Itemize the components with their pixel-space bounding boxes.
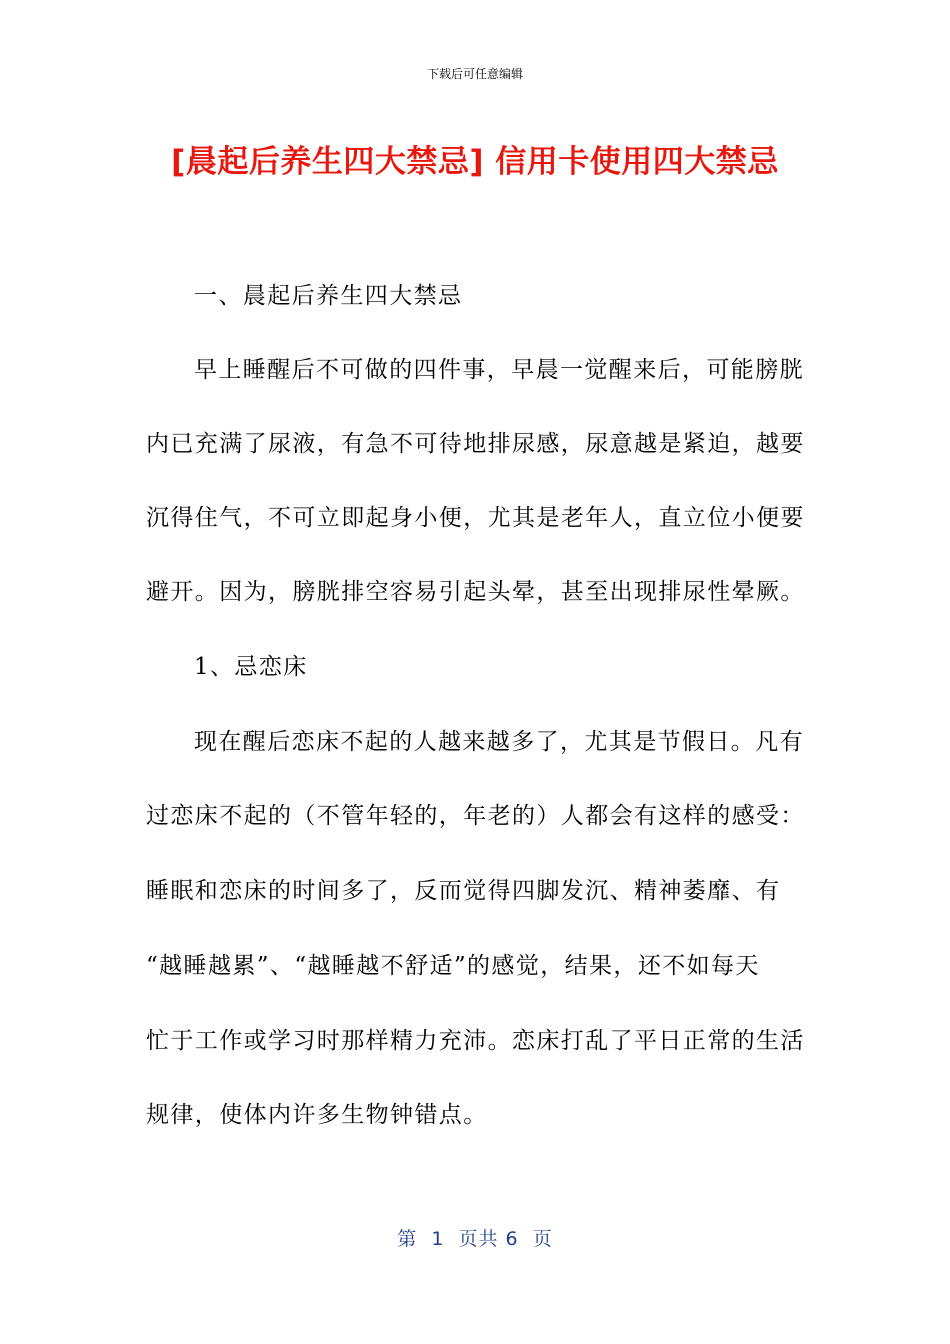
- paragraph-line: 避开。因为，膀胱排空容易引起头晕，甚至出现排尿性晕厥。: [146, 579, 805, 605]
- paragraph-line: 睡眠和恋床的时间多了，反而觉得四脚发沉、精神萎靡、有: [146, 878, 781, 904]
- paragraph-line: 内已充满了尿液，有急不可待地排尿感，尿意越是紧迫，越要: [146, 431, 805, 457]
- paragraph-line: “越睡越累”、“越睡越不舒适”的感觉，结果，还不如每天: [146, 953, 760, 979]
- paragraph-line: 规律，使体内许多生物钟错点。: [146, 1102, 488, 1128]
- section-heading: 一、晨起后养生四大禁忌: [194, 283, 463, 309]
- paragraph-line: 过恋床不起的（不管年轻的，年老的）人都会有这样的感受：: [146, 803, 805, 829]
- paragraph-line: 忙于工作或学习时那样精力充沛。恋床打乱了平日正常的生活: [146, 1028, 805, 1054]
- paragraph-line: 现在醒后恋床不起的人越来越多了，尤其是节假日。凡有: [194, 729, 804, 755]
- subsection-heading: 1、忌恋床: [194, 654, 308, 680]
- document-title: [晨起后养生四大禁忌] 信用卡使用四大禁忌: [171, 144, 779, 180]
- paragraph-line: 早上睡醒后不可做的四件事，早晨一觉醒来后，可能膀胱: [194, 357, 804, 383]
- paragraph-line: 沉得住气，不可立即起身小便，尤其是老年人，直立位小便要: [146, 505, 805, 531]
- page-number: 第 1 页共 6 页: [397, 1228, 553, 1250]
- header-note: 下载后可任意编辑: [426, 67, 523, 81]
